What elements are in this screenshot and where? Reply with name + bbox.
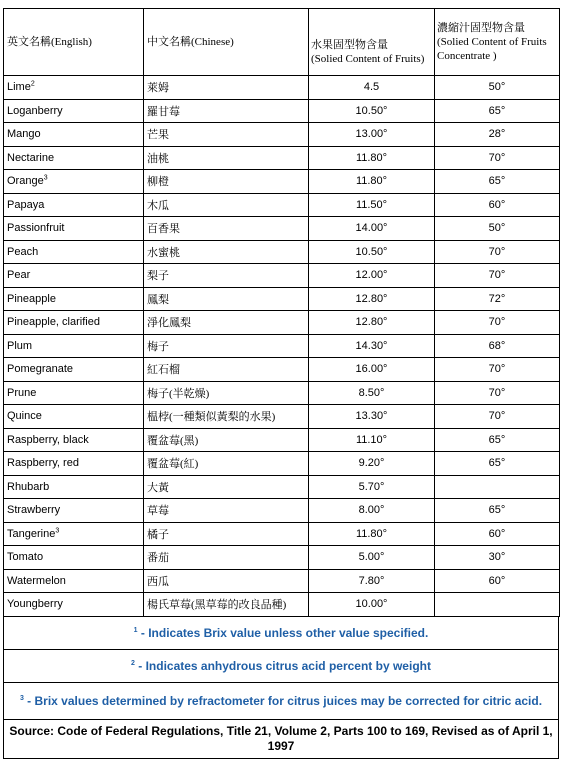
table-row bbox=[4, 287, 560, 311]
concentrate-solids-cell: 70° bbox=[435, 240, 560, 264]
english-name: Lime bbox=[7, 81, 31, 94]
chinese-name-cell: 百香果 bbox=[144, 217, 309, 241]
english-name-cell bbox=[4, 475, 144, 499]
concentrate-solids-cell: 60° bbox=[435, 193, 560, 217]
english-name: Pineapple bbox=[7, 292, 56, 305]
concentrate-solids-cell: 60° bbox=[435, 522, 560, 546]
fruit-solids-cell: 11.50° bbox=[309, 193, 435, 217]
chinese-name-cell: 覆盆莓(黑) bbox=[144, 428, 309, 452]
english-name-cell bbox=[4, 76, 144, 100]
chinese-name-cell: 西瓜 bbox=[144, 569, 309, 593]
concentrate-solids-cell: 68° bbox=[435, 334, 560, 358]
chinese-name-cell: 水蜜桃 bbox=[144, 240, 309, 264]
table-row bbox=[4, 569, 560, 593]
english-name-cell bbox=[4, 499, 144, 523]
fruit-solids-cell: 10.50° bbox=[309, 240, 435, 264]
english-name-cell bbox=[4, 193, 144, 217]
footnote-text: - Indicates Brix value unless other value specified. bbox=[137, 625, 429, 640]
english-name-cell bbox=[4, 170, 144, 194]
table-row bbox=[4, 546, 560, 570]
concentrate-solids-cell: 70° bbox=[435, 405, 560, 429]
chinese-name-cell: 草莓 bbox=[144, 499, 309, 523]
header-fruit-solids-zh: 水果固型物含量 bbox=[311, 39, 388, 51]
chinese-name-cell: 番茄 bbox=[144, 546, 309, 570]
table-row bbox=[4, 405, 560, 429]
footnote-marker: 1 bbox=[133, 626, 138, 634]
table-row bbox=[4, 264, 560, 288]
concentrate-solids-cell: 70° bbox=[435, 311, 560, 335]
english-name-cell bbox=[4, 381, 144, 405]
english-name: Pineapple, clarified bbox=[7, 316, 100, 329]
footnote-marker: 3 bbox=[19, 694, 24, 702]
fruit-solids-cell: 9.20° bbox=[309, 452, 435, 476]
chinese-name-cell: 柳橙 bbox=[144, 170, 309, 194]
fruit-solids-cell: 5.00° bbox=[309, 546, 435, 570]
fruit-solids-cell: 12.80° bbox=[309, 287, 435, 311]
concentrate-solids-cell: 70° bbox=[435, 146, 560, 170]
footnote-marker: 2 bbox=[30, 80, 35, 88]
english-name-cell bbox=[4, 99, 144, 123]
english-name: Mango bbox=[7, 128, 41, 141]
concentrate-solids-cell bbox=[435, 475, 560, 499]
english-name-cell bbox=[4, 217, 144, 241]
chinese-name-cell: 芒果 bbox=[144, 123, 309, 147]
fruit-solids-cell: 14.30° bbox=[309, 334, 435, 358]
fruit-solids-cell: 13.00° bbox=[309, 123, 435, 147]
concentrate-solids-cell: 28° bbox=[435, 123, 560, 147]
english-name: Strawberry bbox=[7, 504, 61, 517]
table-row bbox=[4, 146, 560, 170]
concentrate-solids-cell bbox=[435, 593, 560, 617]
fruit-solids-cell: 13.30° bbox=[309, 405, 435, 429]
fruit-solids-cell: 8.50° bbox=[309, 381, 435, 405]
chinese-name-cell: 紅石榴 bbox=[144, 358, 309, 382]
chinese-name-cell: 淨化鳳梨 bbox=[144, 311, 309, 335]
english-name: Pear bbox=[7, 269, 31, 282]
english-name: Tomato bbox=[7, 551, 44, 564]
chinese-name-cell: 梨子 bbox=[144, 264, 309, 288]
header-concentrate-zh: 濃縮汁固型物含量 bbox=[437, 22, 525, 34]
english-name-cell bbox=[4, 146, 144, 170]
english-name-cell bbox=[4, 264, 144, 288]
fruit-solids-cell: 10.50° bbox=[309, 99, 435, 123]
concentrate-solids-cell: 70° bbox=[435, 264, 560, 288]
concentrate-solids-cell: 50° bbox=[435, 217, 560, 241]
english-name-cell bbox=[4, 123, 144, 147]
table-row bbox=[4, 475, 560, 499]
fruit-solids-cell: 8.00° bbox=[309, 499, 435, 523]
english-name: Rhubarb bbox=[7, 480, 50, 493]
footnote-3 bbox=[4, 682, 559, 719]
fruit-solids-cell: 10.00° bbox=[309, 593, 435, 617]
footnote-2 bbox=[4, 649, 559, 682]
table-row bbox=[4, 428, 560, 452]
concentrate-solids-cell: 65° bbox=[435, 499, 560, 523]
chinese-name-cell: 榅桲(一種類似黃梨的水果) bbox=[144, 405, 309, 429]
table-row bbox=[4, 452, 560, 476]
header-fruit-solids-en: (Solied Content of Fruits) bbox=[311, 53, 425, 65]
english-name: Orange bbox=[7, 175, 44, 188]
english-name-cell bbox=[4, 287, 144, 311]
fruit-solids-cell: 5.70° bbox=[309, 475, 435, 499]
fruit-solids-cell: 12.00° bbox=[309, 264, 435, 288]
footnote-marker: 2 bbox=[131, 659, 135, 667]
chinese-name-cell: 覆盆莓(紅) bbox=[144, 452, 309, 476]
english-name: Nectarine bbox=[7, 151, 55, 164]
table-row bbox=[4, 76, 560, 100]
chinese-name-cell: 梅子 bbox=[144, 334, 309, 358]
english-name: Passionfruit bbox=[7, 222, 65, 235]
table-row bbox=[4, 311, 560, 335]
table-row bbox=[4, 240, 560, 264]
concentrate-solids-cell: 60° bbox=[435, 569, 560, 593]
concentrate-solids-cell: 65° bbox=[435, 428, 560, 452]
footnote-text: - Brix values determined by refractometer for citrus juices may be corrected for citric acid. bbox=[23, 693, 543, 708]
table-row bbox=[4, 123, 560, 147]
fruit-solids-cell: 11.80° bbox=[309, 522, 435, 546]
header-concentrate bbox=[435, 9, 560, 76]
table-row bbox=[4, 381, 560, 405]
english-name-cell bbox=[4, 311, 144, 335]
fruit-solids-cell: 7.80° bbox=[309, 569, 435, 593]
english-name-cell bbox=[4, 452, 144, 476]
concentrate-solids-cell: 65° bbox=[435, 99, 560, 123]
chinese-name-cell: 梅子(半乾燥) bbox=[144, 381, 309, 405]
english-name: Quince bbox=[7, 410, 42, 423]
footnote-marker: 3 bbox=[55, 527, 60, 535]
english-name-cell bbox=[4, 522, 144, 546]
english-name: Prune bbox=[7, 386, 37, 399]
brix-table bbox=[3, 8, 560, 617]
header-english: 英文名稱(English) bbox=[4, 9, 144, 76]
english-name-cell bbox=[4, 428, 144, 452]
english-name-cell bbox=[4, 569, 144, 593]
chinese-name-cell: 大黃 bbox=[144, 475, 309, 499]
table-row bbox=[4, 193, 560, 217]
concentrate-solids-cell: 70° bbox=[435, 358, 560, 382]
english-name-cell bbox=[4, 334, 144, 358]
english-name-cell bbox=[4, 240, 144, 264]
english-name: Peach bbox=[7, 245, 39, 258]
english-name: Pomegranate bbox=[7, 363, 74, 376]
table-row bbox=[4, 170, 560, 194]
fruit-solids-cell: 4.5 bbox=[309, 76, 435, 100]
concentrate-solids-cell: 72° bbox=[435, 287, 560, 311]
concentrate-solids-cell: 70° bbox=[435, 381, 560, 405]
table-row bbox=[4, 522, 560, 546]
english-name: Raspberry, red bbox=[7, 457, 79, 470]
concentrate-solids-cell: 65° bbox=[435, 452, 560, 476]
footnote-text: - Indicates anhydrous citrus acid percent by weight bbox=[134, 658, 431, 673]
table-row bbox=[4, 593, 560, 617]
english-name: Watermelon bbox=[7, 574, 66, 587]
fruit-solids-cell: 12.80° bbox=[309, 311, 435, 335]
header-row bbox=[4, 9, 560, 76]
source-citation: Source: Code of Federal Regulations, Title 21, Volume 2, Parts 100 to 169, Revised as of April 1, 1997 bbox=[4, 719, 559, 758]
concentrate-solids-cell: 65° bbox=[435, 170, 560, 194]
english-name-cell bbox=[4, 593, 144, 617]
footnote-marker: 3 bbox=[43, 174, 48, 182]
english-name: Raspberry, black bbox=[7, 433, 89, 446]
header-fruit-solids bbox=[309, 9, 435, 76]
concentrate-solids-cell: 50° bbox=[435, 76, 560, 100]
chinese-name-cell: 木瓜 bbox=[144, 193, 309, 217]
table-row bbox=[4, 334, 560, 358]
table-row bbox=[4, 499, 560, 523]
english-name-cell bbox=[4, 358, 144, 382]
chinese-name-cell: 鳳梨 bbox=[144, 287, 309, 311]
header-chinese: 中文名稱(Chinese) bbox=[144, 9, 309, 76]
chinese-name-cell: 萊姆 bbox=[144, 76, 309, 100]
english-name-cell bbox=[4, 405, 144, 429]
english-name: Papaya bbox=[7, 198, 45, 211]
table-row bbox=[4, 99, 560, 123]
header-concentrate-en: (Solied Content of Fruits Concentrate ) bbox=[437, 36, 547, 62]
brix-table-container bbox=[3, 8, 559, 759]
table-row bbox=[4, 217, 560, 241]
fruit-solids-cell: 11.10° bbox=[309, 428, 435, 452]
chinese-name-cell: 油桃 bbox=[144, 146, 309, 170]
english-name: Plum bbox=[7, 339, 33, 352]
chinese-name-cell: 羅甘莓 bbox=[144, 99, 309, 123]
chinese-name-cell: 楊氏草莓(黑草莓的改良品種) bbox=[144, 593, 309, 617]
notes-table bbox=[3, 617, 559, 759]
fruit-solids-cell: 11.80° bbox=[309, 170, 435, 194]
english-name: Youngberry bbox=[7, 598, 63, 611]
fruit-solids-cell: 11.80° bbox=[309, 146, 435, 170]
fruit-solids-cell: 14.00° bbox=[309, 217, 435, 241]
table-row bbox=[4, 358, 560, 382]
english-name-cell bbox=[4, 546, 144, 570]
fruit-solids-cell: 16.00° bbox=[309, 358, 435, 382]
concentrate-solids-cell: 30° bbox=[435, 546, 560, 570]
chinese-name-cell: 橘子 bbox=[144, 522, 309, 546]
english-name: Tangerine bbox=[7, 527, 56, 540]
english-name: Loganberry bbox=[7, 104, 63, 117]
footnote-1 bbox=[4, 617, 559, 650]
